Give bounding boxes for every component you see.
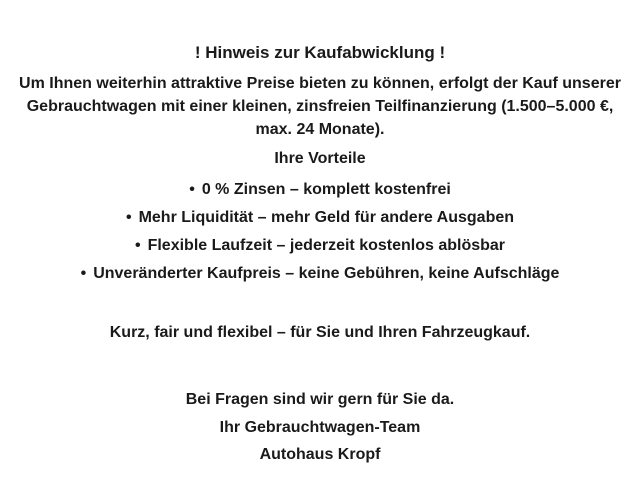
benefit-text: Flexible Laufzeit – jederzeit kostenlos ablösbar xyxy=(147,237,506,254)
closing-line: Ihr Gebrauchtwagen-Team xyxy=(219,418,421,436)
benefit-item xyxy=(189,176,451,204)
notice-tagline: Kurz, fair und flexibel – für Sie und Ihren Fahrzeugkauf. xyxy=(109,324,531,341)
notice-title: ! Hinweis zur Kaufabwicklung ! xyxy=(194,43,446,62)
benefit-text: 0 % Zinsen – komplett kostenfrei xyxy=(201,181,451,198)
benefits-list xyxy=(81,176,560,288)
closing-line: Bei Fragen sind wir gern für Sie da. xyxy=(185,391,455,408)
bullet-icon: • xyxy=(134,237,141,254)
bullet-icon: • xyxy=(189,181,195,198)
benefit-item xyxy=(135,232,505,260)
benefit-text: Mehr Liquidität – mehr Geld für andere Ausgaben xyxy=(138,209,515,226)
bullet-icon: • xyxy=(80,265,87,282)
benefit-item xyxy=(81,260,560,288)
benefit-item xyxy=(126,204,514,232)
benefits-heading: Ihre Vorteile xyxy=(274,150,366,167)
benefit-text: Unveränderter Kaufpreis – keine Gebühren, keine Aufschläge xyxy=(93,265,560,282)
notice-intro-paragraph: Um Ihnen weiterhin attraktive Preise bieten zu können, erfolgt der Kauf unserer Gebrauchtwagen mit einer kleinen, zinsfreien Teilfinanzierung (1.500–5.000 €, max. 24 Monate). xyxy=(19,75,621,138)
closing-block xyxy=(186,386,455,469)
bullet-icon: • xyxy=(125,209,132,226)
signature-line: Autohaus Kropf xyxy=(259,446,381,463)
